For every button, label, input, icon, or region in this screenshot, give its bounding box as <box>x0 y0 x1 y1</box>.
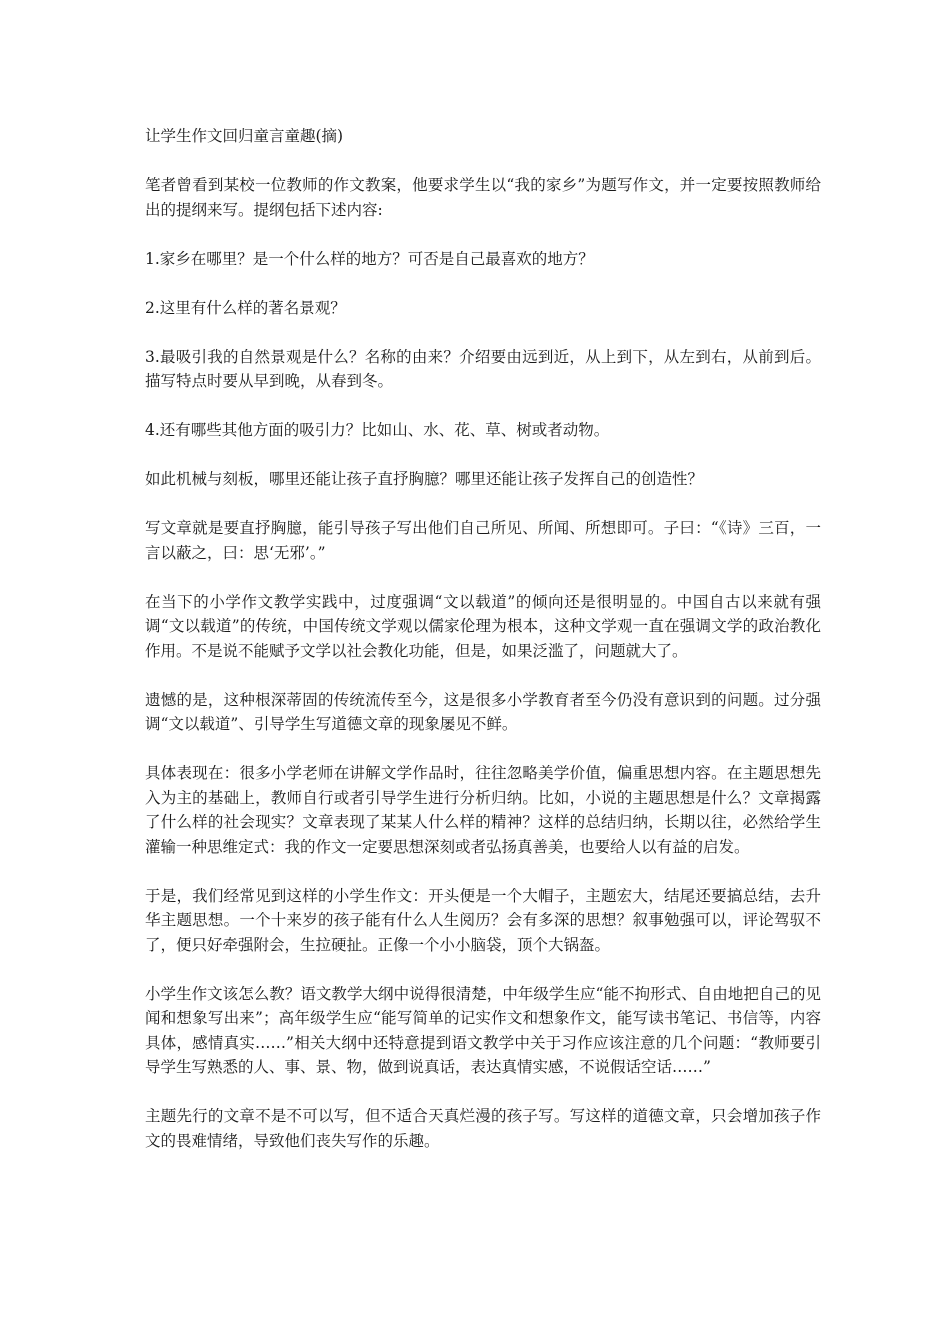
document-title: 让学生作文回归童言童趣(摘) <box>145 127 344 145</box>
paragraph-confucius-quote: 写文章就是要直抒胸臆，能引导孩子写出他们自己所见、所闻、所想即可。子曰：“《诗》三百，一言以蔽之，曰：思‘无邪’。” <box>145 519 821 562</box>
paragraph-outline-3: 3.最吸引我的自然景观是什么？名称的由来？介绍要由远到近，从上到下，从左到右，从前到后。描写特点时要从早到晚，从春到冬。 <box>145 347 821 390</box>
document-page <box>145 124 821 1178</box>
paragraph-critique: 如此机械与刻板，哪里还能让孩子直抒胸臆？哪里还能让孩子发挥自己的创造性？ <box>145 470 704 488</box>
paragraph-typical-essay: 于是，我们经常见到这样的小学生作文：开头便是一个大帽子，主题宏大，结尾还要搞总结，去升华主题思想。一个十来岁的孩子能有什么人生阅历？会有多深的思想？叙事勉强可以，评论驾驭不了，便只好牵强附会，生拉硬扯。正像一个小小脑袋，顶个大锅盔。 <box>145 886 821 954</box>
paragraph-regret: 遗憾的是，这种根深蒂固的传统流传至今，这是很多小学教育者至今仍没有意识到的问题。过分强调“文以载道”、引导学生写道德文章的现象屡见不鲜。 <box>145 690 821 733</box>
paragraph-wen-yi-zai-dao: 在当下的小学作文教学实践中，过度强调“文以载道”的倾向还是很明显的。中国自古以来就有强调“文以载道”的传统，中国传统文学观以儒家伦理为根本，这种文学观一直在强调文学的政治教化作用。不是说不能赋予文学以社会教化功能，但是，如果泛滥了，问题就大了。 <box>145 592 821 660</box>
paragraph-manifestation: 具体表现在：很多小学老师在讲解文学作品时，往往忽略美学价值，偏重思想内容。在主题思想先入为主的基础上，教师自行或者引导学生进行分析归纳。比如，小说的主题思想是什么？文章揭露了什么样的社会现实？文章表现了某某人什么样的精神？这样的总结归纳，长期以往，必然给学生灌输一种思维定式：我的作文一定要思想深刻或者弘扬真善美，也要给人以有益的启发。 <box>145 764 821 856</box>
paragraph-intro: 笔者曾看到某校一位教师的作文教案，他要求学生以“我的家乡”为题写作文，并一定要按照教师给出的提纲来写。提纲包括下述内容: <box>145 176 821 219</box>
paragraph-outline-4: 4.还有哪些其他方面的吸引力？比如山、水、花、草、树或者动物。 <box>145 421 610 439</box>
paragraph-conclusion: 主题先行的文章不是不可以写，但不适合天真烂漫的孩子写。写这样的道德文章，只会增加孩子作文的畏难情绪，导致他们丧失写作的乐趣。 <box>145 1107 821 1150</box>
paragraph-outline-2: 2.这里有什么样的著名景观？ <box>145 298 346 317</box>
paragraph-syllabus: 小学生作文该怎么教？语文教学大纲中说得很清楚，中年级学生应“能不拘形式、自由地把自己的见闻和想象写出来”；高年级学生应“能写简单的记实作文和想象作文，能写读书笔记、书信等，内容具体，感情真实……”相关大纲中还特意提到语文教学中关于习作应该注意的几个问题：“教师要引导学生写熟悉的人、事、景、物，做到说真话，表达真情实感，不说假话空话……” <box>145 984 821 1076</box>
paragraph-outline-1: 1.家乡在哪里？是一个什么样的地方？可否是自己最喜欢的地方？ <box>145 249 594 268</box>
